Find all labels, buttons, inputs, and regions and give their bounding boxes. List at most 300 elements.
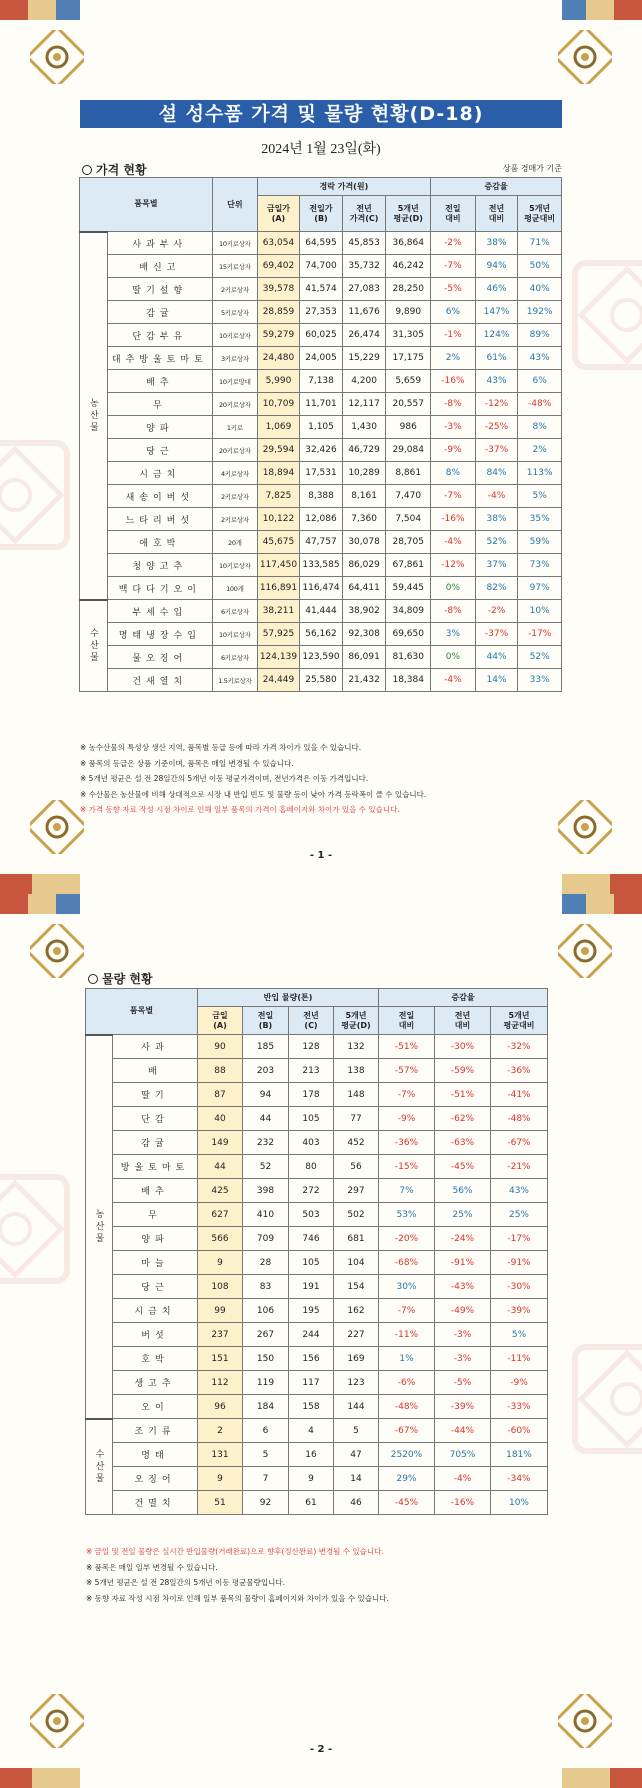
header-vs-day: 전일 대비 xyxy=(379,1007,435,1035)
avg5-value: 28,705 xyxy=(386,531,431,554)
table-row xyxy=(86,1371,548,1395)
change-vs-day: -8% xyxy=(431,393,476,416)
prev-day-value: 12,086 xyxy=(300,508,343,531)
avg5-value: 7,470 xyxy=(386,485,431,508)
change-vs-day: -20% xyxy=(379,1227,435,1251)
item-name: 양파 xyxy=(107,416,212,439)
change-vs-year: 38% xyxy=(475,232,518,255)
change-vs-day: 0% xyxy=(431,577,476,600)
change-vs-year: 94% xyxy=(475,255,518,278)
prev-year-value: 7,360 xyxy=(342,508,386,531)
header-prev-year: 전년 (C) xyxy=(289,1007,334,1035)
table-row xyxy=(80,485,562,508)
today-value: 44 xyxy=(198,1155,243,1179)
change-vs-avg: -33% xyxy=(491,1395,548,1419)
avg5-value: 56 xyxy=(334,1155,379,1179)
header-avg5: 5개년 평균(D) xyxy=(334,1007,379,1035)
avg5-value: 227 xyxy=(334,1323,379,1347)
prev-year-value: 12,117 xyxy=(342,393,386,416)
header-avg5: 5개년 평균(D) xyxy=(386,196,431,232)
change-vs-year: 147% xyxy=(475,301,518,324)
today-value: 69,402 xyxy=(257,255,300,278)
knot-ornament-icon xyxy=(558,800,612,854)
prev-year-value: 26,474 xyxy=(342,324,386,347)
table-row xyxy=(80,393,562,416)
table-row xyxy=(80,577,562,600)
prev-day-value: 94 xyxy=(243,1083,289,1107)
item-name: 호박 xyxy=(113,1347,198,1371)
prev-day-value: 5 xyxy=(243,1443,289,1467)
change-vs-year: 705% xyxy=(435,1443,491,1467)
header-unit: 단위 xyxy=(212,178,257,232)
item-name: 백다다기오이 xyxy=(107,577,212,600)
change-vs-year: 46% xyxy=(475,278,518,301)
change-vs-year: -51% xyxy=(435,1083,491,1107)
item-unit: 100개 xyxy=(212,577,257,600)
today-value: 99 xyxy=(198,1299,243,1323)
prev-year-value: 503 xyxy=(289,1203,334,1227)
item-name: 청양고추 xyxy=(107,554,212,577)
change-vs-year: -3% xyxy=(435,1347,491,1371)
change-vs-day: -48% xyxy=(379,1395,435,1419)
change-vs-year: -5% xyxy=(435,1371,491,1395)
item-name: 방울토마토 xyxy=(113,1155,198,1179)
avg5-value: 681 xyxy=(334,1227,379,1251)
today-value: 124,139 xyxy=(257,646,300,669)
decor-strip xyxy=(562,894,642,914)
avg5-value: 104 xyxy=(334,1251,379,1275)
item-name: 버섯 xyxy=(113,1323,198,1347)
change-vs-day: 3% xyxy=(431,623,476,646)
prev-year-value: 178 xyxy=(289,1083,334,1107)
today-value: 63,054 xyxy=(257,232,300,255)
change-vs-avg: -48% xyxy=(518,393,562,416)
change-vs-day: 29% xyxy=(379,1467,435,1491)
item-unit: 6키로상자 xyxy=(212,600,257,623)
item-unit: 10키로상자 xyxy=(212,232,257,255)
note-item: ※ 농수산물의 특성상 생산 지역, 품목별 등급 등에 따라 가격 차이가 있을 수 있습니다. xyxy=(80,743,362,752)
page-title: 설 성수품 가격 및 물량 현황(D-18) xyxy=(80,100,562,128)
change-vs-year: 82% xyxy=(475,577,518,600)
change-vs-avg: -17% xyxy=(491,1227,548,1251)
table-row xyxy=(86,1227,548,1251)
item-name: 당근 xyxy=(107,439,212,462)
table-row xyxy=(86,1251,548,1275)
change-vs-avg: 59% xyxy=(518,531,562,554)
change-vs-avg: 10% xyxy=(491,1491,548,1515)
decor-strip xyxy=(562,1768,642,1788)
item-name: 양파 xyxy=(113,1227,198,1251)
item-name: 당근 xyxy=(113,1275,198,1299)
change-vs-avg: -11% xyxy=(491,1347,548,1371)
prev-day-value: 83 xyxy=(243,1275,289,1299)
avg5-value: 67,861 xyxy=(386,554,431,577)
today-value: 7,825 xyxy=(257,485,300,508)
table-row xyxy=(86,1131,548,1155)
table-row xyxy=(80,646,562,669)
today-value: 151 xyxy=(198,1347,243,1371)
prev-day-value: 24,005 xyxy=(300,347,343,370)
today-value: 38,211 xyxy=(257,600,300,623)
change-vs-year: -43% xyxy=(435,1275,491,1299)
prev-day-value: 74,700 xyxy=(300,255,343,278)
change-vs-day: -16% xyxy=(431,508,476,531)
avg5-value: 28,250 xyxy=(386,278,431,301)
today-value: 96 xyxy=(198,1395,243,1419)
table-row xyxy=(80,347,562,370)
change-vs-year: -44% xyxy=(435,1419,491,1443)
item-unit: 6키로상자 xyxy=(212,646,257,669)
change-vs-day: 1% xyxy=(379,1347,435,1371)
today-value: 627 xyxy=(198,1203,243,1227)
prev-year-value: 10,289 xyxy=(342,462,386,485)
table-row xyxy=(80,462,562,485)
avg5-value: 46 xyxy=(334,1491,379,1515)
item-name: 생고추 xyxy=(113,1371,198,1395)
header-volume-group: 반입 물량(톤) xyxy=(198,989,379,1007)
prev-day-value: 64,595 xyxy=(300,232,343,255)
table-row xyxy=(80,554,562,577)
change-vs-year: 124% xyxy=(475,324,518,347)
lattice-pattern-icon xyxy=(572,1344,642,1454)
change-vs-year: -16% xyxy=(435,1491,491,1515)
lattice-pattern-icon xyxy=(0,1174,70,1284)
table-row xyxy=(80,508,562,531)
prev-day-value: 150 xyxy=(243,1347,289,1371)
prev-day-value: 184 xyxy=(243,1395,289,1419)
change-vs-day: -57% xyxy=(379,1059,435,1083)
notes-list xyxy=(80,740,426,818)
item-name: 명태 xyxy=(113,1443,198,1467)
knot-ornament-icon xyxy=(30,924,84,978)
prev-day-value: 32,426 xyxy=(300,439,343,462)
item-name: 딸기 xyxy=(113,1083,198,1107)
avg5-value: 81,630 xyxy=(386,646,431,669)
table-row xyxy=(80,416,562,439)
change-vs-year: -3% xyxy=(435,1323,491,1347)
knot-ornament-icon xyxy=(558,1694,612,1748)
change-vs-day: -5% xyxy=(431,278,476,301)
item-name: 단감부유 xyxy=(107,324,212,347)
item-name: 느타리버섯 xyxy=(107,508,212,531)
knot-ornament-icon xyxy=(30,1694,84,1748)
decor-strip xyxy=(0,0,80,20)
change-vs-day: -7% xyxy=(379,1083,435,1107)
prev-year-value: 92,308 xyxy=(342,623,386,646)
volume-table xyxy=(85,988,548,1515)
prev-year-value: 8,161 xyxy=(342,485,386,508)
prev-day-value: 60,025 xyxy=(300,324,343,347)
change-vs-avg: 50% xyxy=(518,255,562,278)
note-item: ※ 5개년 평균은 설 전 28일간의 5개년 이동 평균가격이며, 전년가격은 이동 가격입니다. xyxy=(80,774,369,783)
page-number: - 2 - xyxy=(309,1744,333,1755)
table-row xyxy=(80,623,562,646)
item-name: 부세수입 xyxy=(107,600,212,623)
prev-day-value: 106 xyxy=(243,1299,289,1323)
item-name: 마늘 xyxy=(113,1251,198,1275)
item-unit: 20개 xyxy=(212,531,257,554)
avg5-value: 31,305 xyxy=(386,324,431,347)
header-today: 금일가 (A) xyxy=(257,196,300,232)
prev-year-value: 27,083 xyxy=(342,278,386,301)
item-name: 명태냉장수입 xyxy=(107,623,212,646)
price-table xyxy=(79,177,562,692)
item-name: 시금치 xyxy=(113,1299,198,1323)
note-item: ※ 5개년 평균은 설 전 28일간의 5개년 이동 평균물량입니다. xyxy=(86,1578,285,1587)
prev-year-value: 38,902 xyxy=(342,600,386,623)
header-prev-day: 전일가 (B) xyxy=(300,196,343,232)
item-name: 배 xyxy=(113,1059,198,1083)
item-name: 조기류 xyxy=(113,1419,198,1443)
change-vs-year: -25% xyxy=(475,416,518,439)
change-vs-year: -63% xyxy=(435,1131,491,1155)
avg5-value: 138 xyxy=(334,1059,379,1083)
table-row xyxy=(86,1203,548,1227)
change-vs-day: -1% xyxy=(431,324,476,347)
avg5-value: 169 xyxy=(334,1347,379,1371)
change-vs-avg: -67% xyxy=(491,1131,548,1155)
today-value: 40 xyxy=(198,1107,243,1131)
note-item: ※ 금일 및 전일 물량은 실시간 반입물량(거래완료)으로 향후(정산완료) 변경될 수 있습니다. xyxy=(86,1547,384,1556)
change-vs-avg: -60% xyxy=(491,1419,548,1443)
prev-day-value: 41,574 xyxy=(300,278,343,301)
avg5-value: 18,384 xyxy=(386,669,431,692)
avg5-value: 144 xyxy=(334,1395,379,1419)
prev-year-value: 105 xyxy=(289,1107,334,1131)
change-vs-year: -45% xyxy=(435,1155,491,1179)
header-prev-day: 전일 (B) xyxy=(243,1007,289,1035)
item-name: 물오징어 xyxy=(107,646,212,669)
change-vs-year: -37% xyxy=(475,439,518,462)
page-number: - 1 - xyxy=(309,850,333,861)
change-vs-avg: 89% xyxy=(518,324,562,347)
prev-year-value: 244 xyxy=(289,1323,334,1347)
change-vs-avg: -9% xyxy=(491,1371,548,1395)
item-unit: 5키로상자 xyxy=(212,301,257,324)
item-name: 딸기설향 xyxy=(107,278,212,301)
prev-day-value: 709 xyxy=(243,1227,289,1251)
prev-day-value: 47,757 xyxy=(300,531,343,554)
prev-day-value: 133,585 xyxy=(300,554,343,577)
item-unit: 2키로상자 xyxy=(212,485,257,508)
prev-year-value: 21,432 xyxy=(342,669,386,692)
category-label: 농산물 xyxy=(86,1035,113,1419)
avg5-value: 502 xyxy=(334,1203,379,1227)
change-vs-avg: 192% xyxy=(518,301,562,324)
table-row xyxy=(80,324,562,347)
item-name: 건멸치 xyxy=(113,1491,198,1515)
header-vs-avg: 5개년 평균대비 xyxy=(518,196,562,232)
change-vs-day: -4% xyxy=(431,531,476,554)
category-label: 농산물 xyxy=(80,232,108,600)
today-value: 108 xyxy=(198,1275,243,1299)
knot-ornament-icon xyxy=(558,924,612,978)
decor-strip xyxy=(562,874,642,894)
today-value: 566 xyxy=(198,1227,243,1251)
today-value: 237 xyxy=(198,1323,243,1347)
section-title: 가격 현황 xyxy=(82,161,147,178)
table-row xyxy=(86,1395,548,1419)
knot-ornament-icon xyxy=(30,800,84,854)
change-vs-year: -12% xyxy=(475,393,518,416)
item-name: 건새열치 xyxy=(107,669,212,692)
prev-year-value: 61 xyxy=(289,1491,334,1515)
item-name: 대추방울토마토 xyxy=(107,347,212,370)
item-name: 오이 xyxy=(113,1395,198,1419)
change-vs-avg: 71% xyxy=(518,232,562,255)
circle-bullet-icon xyxy=(82,165,92,175)
decor-strip xyxy=(0,1768,80,1788)
change-vs-day: -11% xyxy=(379,1323,435,1347)
change-vs-year: -49% xyxy=(435,1299,491,1323)
item-name: 배신고 xyxy=(107,255,212,278)
today-value: 425 xyxy=(198,1179,243,1203)
item-name: 사과 xyxy=(113,1035,198,1059)
today-value: 28,859 xyxy=(257,301,300,324)
change-vs-day: -2% xyxy=(431,232,476,255)
prev-year-value: 4 xyxy=(289,1419,334,1443)
change-vs-day: -7% xyxy=(379,1299,435,1323)
item-unit: 10키로상자 xyxy=(212,324,257,347)
change-vs-avg: 43% xyxy=(518,347,562,370)
today-value: 24,449 xyxy=(257,669,300,692)
today-value: 57,925 xyxy=(257,623,300,646)
change-vs-avg: 25% xyxy=(491,1203,548,1227)
avg5-value: 46,242 xyxy=(386,255,431,278)
table-row xyxy=(80,278,562,301)
avg5-value: 9,890 xyxy=(386,301,431,324)
change-vs-avg: -32% xyxy=(491,1035,548,1059)
change-vs-day: -4% xyxy=(431,669,476,692)
prev-year-value: 117 xyxy=(289,1371,334,1395)
change-vs-year: -2% xyxy=(475,600,518,623)
item-name: 배추 xyxy=(107,370,212,393)
prev-day-value: 267 xyxy=(243,1323,289,1347)
item-name: 감귤 xyxy=(107,301,212,324)
item-name: 단감 xyxy=(113,1107,198,1131)
today-value: 112 xyxy=(198,1371,243,1395)
header-prev-year: 전년 가격(C) xyxy=(342,196,386,232)
change-vs-day: 0% xyxy=(431,646,476,669)
today-value: 10,709 xyxy=(257,393,300,416)
item-unit: 10키로상자 xyxy=(212,554,257,577)
change-vs-avg: 5% xyxy=(518,485,562,508)
change-vs-year: -30% xyxy=(435,1035,491,1059)
table-row xyxy=(86,1323,548,1347)
note-item: ※ 가격 동향 자료 작성 시점 차이로 인해 일부 품목의 가격이 홈페이지와 차이가 있을 수 있습니다. xyxy=(80,805,400,814)
today-value: 18,894 xyxy=(257,462,300,485)
change-vs-year: 43% xyxy=(475,370,518,393)
knot-ornament-icon xyxy=(558,30,612,84)
change-vs-year: -4% xyxy=(475,485,518,508)
item-unit: 3키로상자 xyxy=(212,347,257,370)
avg5-value: 452 xyxy=(334,1131,379,1155)
header-change-group: 증감율 xyxy=(431,178,562,196)
prev-year-value: 213 xyxy=(289,1059,334,1083)
change-vs-year: -59% xyxy=(435,1059,491,1083)
today-value: 116,891 xyxy=(257,577,300,600)
prev-day-value: 41,444 xyxy=(300,600,343,623)
prev-year-value: 64,411 xyxy=(342,577,386,600)
prev-day-value: 92 xyxy=(243,1491,289,1515)
prev-day-value: 185 xyxy=(243,1035,289,1059)
prev-year-value: 11,676 xyxy=(342,301,386,324)
change-vs-day: -16% xyxy=(431,370,476,393)
prev-day-value: 410 xyxy=(243,1203,289,1227)
change-vs-avg: 33% xyxy=(518,669,562,692)
price-basis: 상품 경매가 기준 xyxy=(502,164,562,173)
prev-year-value: 403 xyxy=(289,1131,334,1155)
change-vs-year: 56% xyxy=(435,1179,491,1203)
table-row xyxy=(86,1419,548,1443)
table-row xyxy=(86,1035,548,1059)
avg5-value: 148 xyxy=(334,1083,379,1107)
item-name: 무 xyxy=(113,1203,198,1227)
avg5-value: 34,809 xyxy=(386,600,431,623)
item-unit: 4키로상자 xyxy=(212,462,257,485)
change-vs-year: -91% xyxy=(435,1251,491,1275)
report-date: 2024년 1월 23일(화) xyxy=(261,142,381,157)
change-vs-avg: 181% xyxy=(491,1443,548,1467)
prev-day-value: 8,388 xyxy=(300,485,343,508)
today-value: 59,279 xyxy=(257,324,300,347)
today-value: 39,578 xyxy=(257,278,300,301)
item-unit: 1.5키로상자 xyxy=(212,669,257,692)
today-value: 24,480 xyxy=(257,347,300,370)
page-2 xyxy=(0,894,642,1788)
today-value: 2 xyxy=(198,1419,243,1443)
change-vs-day: -9% xyxy=(379,1107,435,1131)
table-row xyxy=(86,1347,548,1371)
avg5-value: 5,659 xyxy=(386,370,431,393)
table-row xyxy=(86,1275,548,1299)
change-vs-day: -15% xyxy=(379,1155,435,1179)
change-vs-avg: -30% xyxy=(491,1275,548,1299)
today-value: 10,122 xyxy=(257,508,300,531)
prev-year-value: 86,091 xyxy=(342,646,386,669)
prev-day-value: 6 xyxy=(243,1419,289,1443)
section-title: 물량 현황 xyxy=(88,970,153,987)
prev-day-value: 56,162 xyxy=(300,623,343,646)
today-value: 51 xyxy=(198,1491,243,1515)
item-name: 감귤 xyxy=(113,1131,198,1155)
change-vs-avg: -41% xyxy=(491,1083,548,1107)
item-name: 무 xyxy=(107,393,212,416)
table-row xyxy=(86,1491,548,1515)
avg5-value: 14 xyxy=(334,1467,379,1491)
table-row xyxy=(80,301,562,324)
category-label: 수산물 xyxy=(86,1419,113,1515)
avg5-value: 7,504 xyxy=(386,508,431,531)
lattice-pattern-icon xyxy=(572,260,642,370)
change-vs-day: -9% xyxy=(431,439,476,462)
lattice-pattern-icon xyxy=(0,440,70,550)
item-unit: 10키로상자 xyxy=(212,623,257,646)
today-value: 117,450 xyxy=(257,554,300,577)
change-vs-avg: 40% xyxy=(518,278,562,301)
change-vs-day: 6% xyxy=(431,301,476,324)
today-value: 45,675 xyxy=(257,531,300,554)
avg5-value: 8,861 xyxy=(386,462,431,485)
circle-bullet-icon xyxy=(88,974,98,984)
item-name: 새송이버섯 xyxy=(107,485,212,508)
avg5-value: 297 xyxy=(334,1179,379,1203)
change-vs-year: 37% xyxy=(475,554,518,577)
avg5-value: 986 xyxy=(386,416,431,439)
avg5-value: 162 xyxy=(334,1299,379,1323)
change-vs-day: -36% xyxy=(379,1131,435,1155)
item-unit: 1키로 xyxy=(212,416,257,439)
